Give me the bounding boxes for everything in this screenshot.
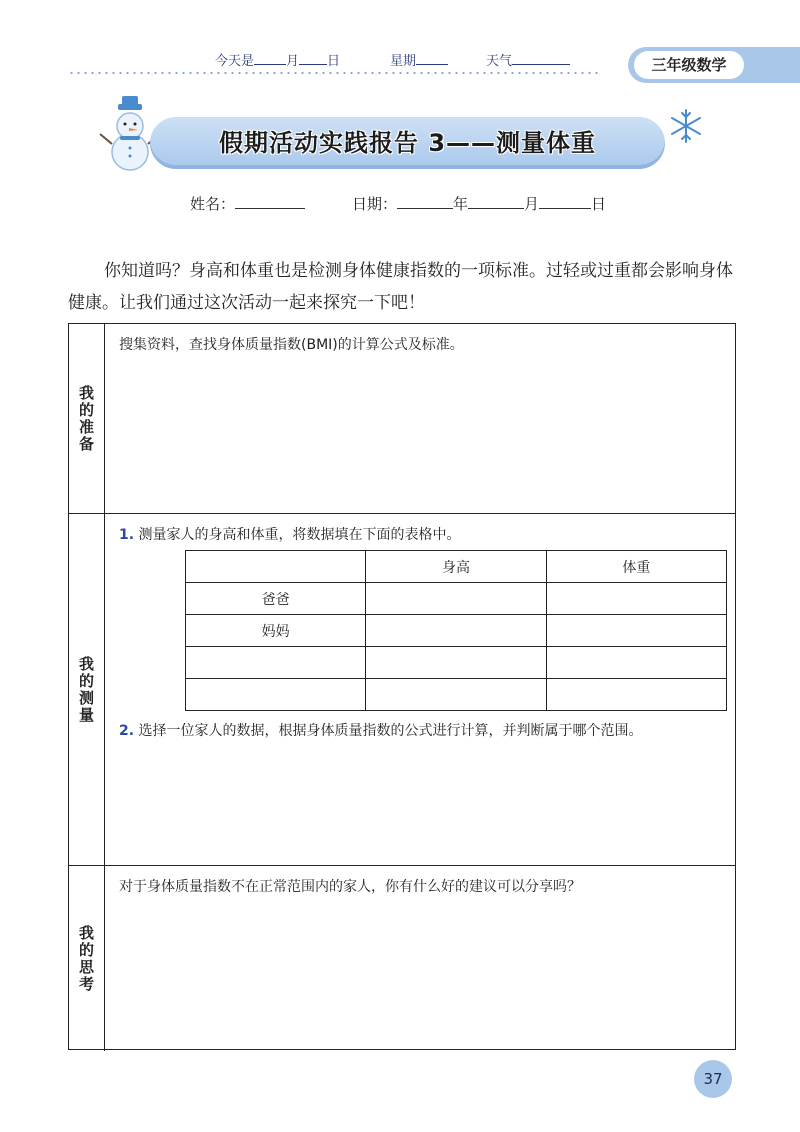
table-row-label[interactable] xyxy=(186,679,366,711)
measure-row xyxy=(69,514,735,866)
question-2-text: 选择一位家人的数据，根据身体质量指数的公式进行计算，并判断属于哪个范围。 xyxy=(138,723,643,739)
report-table xyxy=(68,323,736,1050)
month-label: 月 xyxy=(286,54,300,69)
measurement-table xyxy=(185,550,727,711)
height-cell[interactable] xyxy=(366,615,546,647)
prep-instruction: 搜集资料，查找身体质量指数(BMI)的计算公式及标准。 xyxy=(119,337,464,353)
month-blank xyxy=(254,53,286,65)
title-banner xyxy=(150,117,665,169)
day-label: 日 xyxy=(327,54,341,69)
weight-cell[interactable] xyxy=(546,647,726,679)
weather-label: 天气 xyxy=(486,54,513,69)
height-cell[interactable] xyxy=(366,583,546,615)
table-row xyxy=(186,583,727,615)
year-blank[interactable] xyxy=(397,193,453,209)
table-row-label: 爸爸 xyxy=(186,583,366,615)
table-header-row xyxy=(186,551,727,583)
day-blank xyxy=(299,53,327,65)
prep-content[interactable] xyxy=(105,324,735,513)
weekday-label: 星期 xyxy=(390,54,417,69)
prep-label: 我的准备 xyxy=(77,384,95,453)
table-header-cell xyxy=(186,551,366,583)
name-label: 姓名： xyxy=(190,195,236,213)
today-label: 今天是 xyxy=(215,54,255,69)
date-day-label: 日 xyxy=(591,195,607,213)
height-cell[interactable] xyxy=(366,647,546,679)
think-label: 我的思考 xyxy=(77,924,95,993)
table-row xyxy=(186,647,727,679)
table-row-label: 妈妈 xyxy=(186,615,366,647)
question-2 xyxy=(119,720,643,740)
date-fill-line xyxy=(215,50,340,69)
think-question: 对于身体质量指数不在正常范围内的家人，你有什么好的建议可以分享吗？ xyxy=(119,879,581,895)
page-number: 37 xyxy=(694,1060,732,1098)
think-label-cell xyxy=(69,866,105,1051)
date-label: 日期： xyxy=(352,195,398,213)
weight-cell[interactable] xyxy=(546,583,726,615)
grade-tab xyxy=(628,47,800,83)
date-day-blank[interactable] xyxy=(539,193,591,209)
think-content[interactable] xyxy=(105,866,735,1051)
question-2-number: 2. xyxy=(119,723,135,739)
question-1-text: 测量家人的身高和体重，将数据填在下面的表格中。 xyxy=(138,527,461,543)
table-row xyxy=(186,615,727,647)
name-field xyxy=(190,193,305,214)
weekday-fill xyxy=(390,50,448,69)
date-month-blank[interactable] xyxy=(468,193,524,209)
page-title: 假期活动实践报告 3——测量体重 xyxy=(218,129,597,157)
year-label: 年 xyxy=(453,195,469,213)
weekday-blank xyxy=(416,53,448,65)
dotted-divider xyxy=(68,72,598,74)
prep-row xyxy=(69,324,735,514)
measure-label: 我的测量 xyxy=(77,655,95,724)
question-1 xyxy=(119,524,735,544)
name-blank[interactable] xyxy=(235,193,305,209)
measure-content xyxy=(105,514,735,865)
snowflake-icon xyxy=(668,108,704,144)
intro-paragraph: 你知道吗？身高和体重也是检测身体健康指数的一项标准。过轻或过重都会影响身体健康。让我们通过这次活动一起来探究一下吧！ xyxy=(68,261,733,313)
weather-blank xyxy=(512,53,570,65)
table-header-weight: 体重 xyxy=(546,551,726,583)
think-row xyxy=(69,866,735,1051)
date-month-label: 月 xyxy=(524,195,540,213)
table-header-height: 身高 xyxy=(366,551,546,583)
table-row-label[interactable] xyxy=(186,647,366,679)
weight-cell[interactable] xyxy=(546,679,726,711)
table-row xyxy=(186,679,727,711)
weather-fill xyxy=(486,50,570,69)
prep-label-cell xyxy=(69,324,105,513)
measure-label-cell xyxy=(69,514,105,865)
height-cell[interactable] xyxy=(366,679,546,711)
date-field xyxy=(352,193,606,214)
question-1-number: 1. xyxy=(119,527,135,543)
weight-cell[interactable] xyxy=(546,615,726,647)
grade-label: 三年级数学 xyxy=(634,51,744,79)
